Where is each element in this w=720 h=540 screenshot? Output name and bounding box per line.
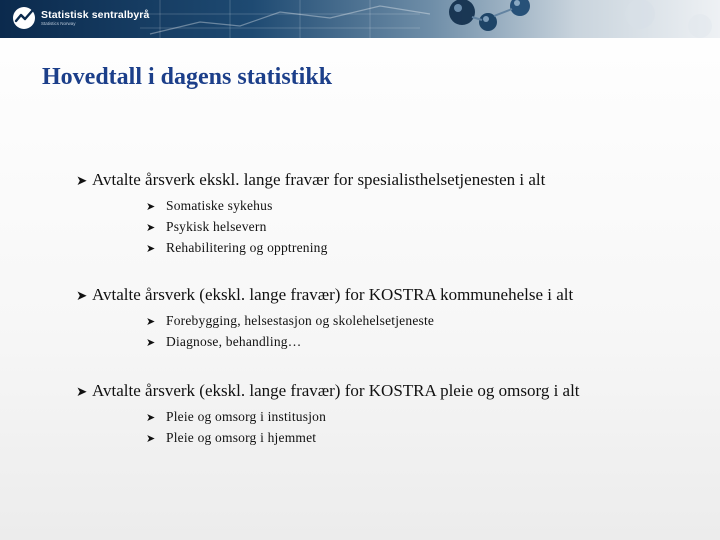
arrow-bullet-icon: ➤ — [76, 173, 88, 188]
sub-bullet — [146, 332, 573, 353]
sub-bullet-text: Pleie og omsorg i hjemmet — [166, 430, 317, 445]
main-bullet — [76, 170, 545, 191]
sub-bullet-text: Forebygging, helsestasjon og skolehelsetjeneste — [166, 313, 435, 328]
arrow-bullet-icon: ➤ — [146, 201, 156, 213]
arrow-bullet-icon: ➤ — [146, 412, 156, 424]
arrow-bullet-icon: ➤ — [146, 316, 156, 328]
sub-bullet — [146, 428, 580, 449]
logo-subtitle: Statistics Norway — [41, 21, 76, 26]
sub-bullet-text: Somatiske sykehus — [166, 198, 273, 213]
arrow-bullet-icon: ➤ — [146, 433, 156, 445]
arrow-bullet-icon: ➤ — [76, 384, 88, 399]
bullet-section — [76, 170, 545, 259]
main-bullet — [76, 285, 573, 306]
sub-bullet-list — [146, 407, 580, 449]
arrow-bullet-icon: ➤ — [76, 288, 88, 303]
sub-bullet-list — [146, 311, 573, 353]
sub-bullet — [146, 217, 545, 238]
slide-title: Hovedtall i dagens statistikk — [42, 64, 333, 90]
main-bullet-text: Avtalte årsverk ekskl. lange fravær for spesialisthelsetjenesten i alt — [92, 170, 546, 189]
header-banner — [0, 0, 720, 38]
sub-bullet — [146, 196, 545, 217]
sub-bullet — [146, 238, 545, 259]
sub-bullet-text: Psykisk helsevern — [166, 219, 267, 234]
ssb-logo-icon — [12, 6, 36, 30]
main-bullet — [76, 381, 580, 402]
sub-bullet — [146, 311, 573, 332]
logo-name: Statistisk sentralbyrå — [41, 8, 150, 21]
bullet-section — [76, 285, 573, 353]
arrow-bullet-icon: ➤ — [146, 337, 156, 349]
ssb-logo[interactable] — [12, 6, 149, 30]
main-bullet-text: Avtalte årsverk (ekskl. lange fravær) for KOSTRA kommunehelse i alt — [92, 285, 574, 304]
sub-bullet — [146, 407, 580, 428]
main-bullet-text: Avtalte årsverk (ekskl. lange fravær) for KOSTRA pleie og omsorg i alt — [92, 381, 580, 400]
sub-bullet-list — [146, 196, 545, 259]
sub-bullet-text: Pleie og omsorg i institusjon — [166, 409, 327, 424]
logo-text — [41, 10, 149, 27]
arrow-bullet-icon: ➤ — [146, 243, 156, 255]
sub-bullet-text: Rehabilitering og opptrening — [166, 240, 328, 255]
sub-bullet-text: Diagnose, behandling… — [166, 334, 302, 349]
bullet-section — [76, 381, 580, 449]
arrow-bullet-icon: ➤ — [146, 222, 156, 234]
